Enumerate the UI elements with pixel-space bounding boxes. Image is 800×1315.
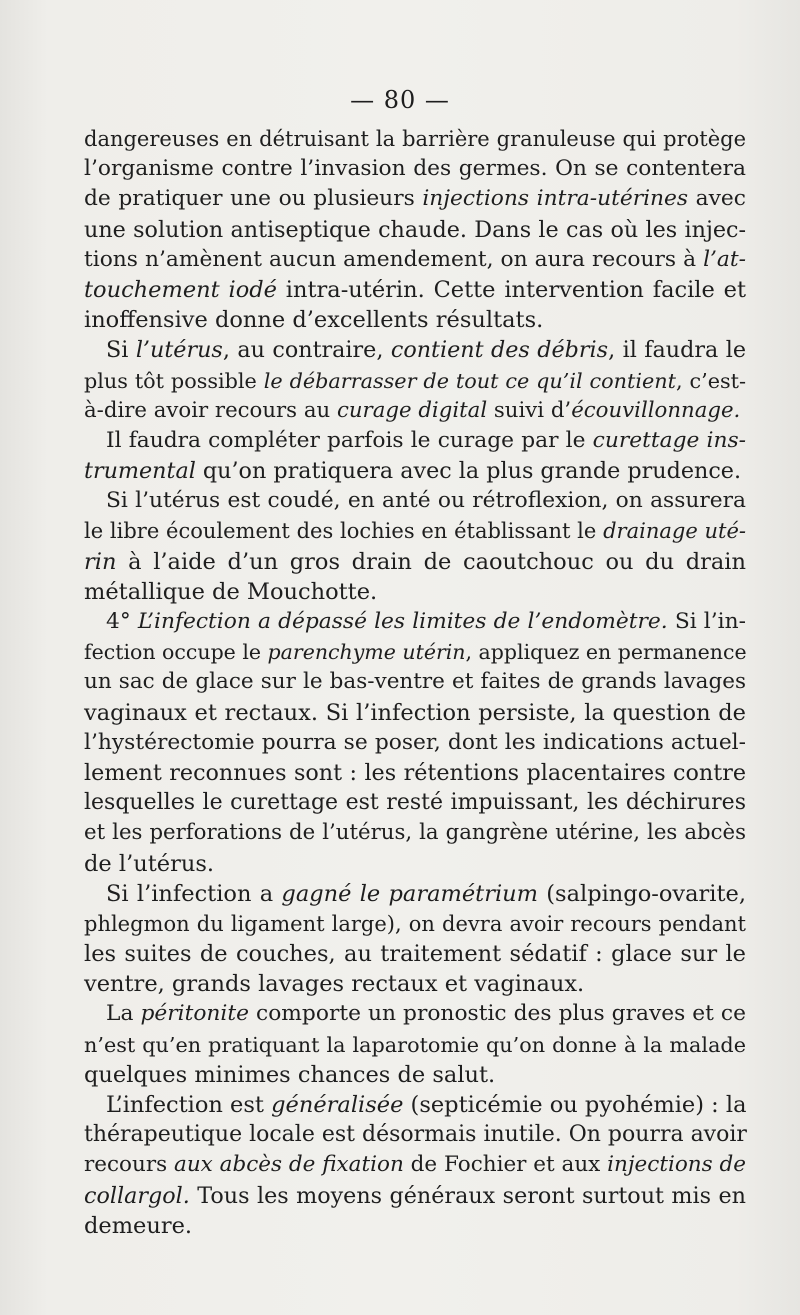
text-segment: une solution antiseptique chaude. Dans le cas où les injec- [84,216,746,243]
text-line [84,939,746,969]
text-line [84,426,746,456]
text-segment: , il faudra le [608,337,746,364]
text-segment: qu’on pratiquera avec la plus grande prudence. [195,458,742,485]
text-line [84,1150,746,1180]
text-segment: ventre, grands lavages rectaux et vaginaux. [84,971,585,998]
text-line [84,999,746,1029]
text-segment: Il faudra compléter parfois le curage par le [106,427,593,453]
text-segment: , au contraire, [222,337,391,364]
text-segment: (septicémie ou pyohémie) : la [403,1092,747,1118]
text-line [84,969,746,999]
text-segment: à-dire avoir recours au [84,397,337,423]
text-line [84,396,746,426]
text-segment: de l’utérus. [84,850,215,877]
text-line [84,637,746,667]
italic-text: parenchyme utérin [267,640,466,665]
text-segment: La [106,1001,141,1027]
text-line [84,486,746,516]
text-segment: suivi d’ [487,397,572,423]
text-segment: , appliquez en permanence [465,640,747,665]
text-segment: inoffensive donne d’excellents résultats. [84,307,544,334]
text-line [84,758,746,788]
text-line [84,305,746,335]
italic-text: généralisée [271,1092,404,1118]
text-segment: un sac de glace sur le bas-ventre et faites de grands lavages [84,669,746,695]
text-segment: avec [688,186,746,212]
text-line [84,818,746,848]
text-line [84,215,746,245]
italic-text: écouvillonnage. [571,397,741,423]
text-line [84,788,746,818]
italic-text: l’at- [703,246,746,272]
text-line [84,245,746,275]
italic-text: péritonite [140,1001,249,1027]
text-segment: n’est qu’en pratiquant la laparotomie qu’on donne à la malade [84,1032,746,1057]
text-segment: Si [106,337,136,364]
text-line [84,1030,746,1060]
italic-text: touchement iodé [84,276,277,303]
text-segment: de Fochier et aux [403,1152,608,1178]
text-line [84,879,746,909]
text-segment: 4° [106,609,138,634]
text-line [84,516,746,546]
italic-text: l’utérus [135,337,223,364]
text-line [84,1060,746,1090]
text-line [84,366,746,396]
text-segment: quelques minimes chances de salut. [84,1061,496,1088]
text-line [84,667,746,697]
text-line [84,184,746,214]
text-line [84,275,746,305]
text-line [84,335,746,365]
text-segment: fection occupe le [84,640,268,665]
italic-text: aux abcès de fixation [174,1152,404,1178]
text-segment: et les perforations de l’utérus, la gangrène utérine, les abcès [84,820,746,846]
text-segment: à l’aide d’un gros drain de caoutchouc ou du drain [116,548,746,575]
text-line [84,577,746,607]
text-segment: Tous les moyens généraux seront surtout mis en [189,1182,746,1209]
italic-text: collargol. [84,1182,190,1209]
text-line [84,456,746,486]
text-segment: (salpingo-ovarite, [537,880,746,907]
italic-text: contient des débris [390,337,609,364]
text-segment: recours [84,1152,174,1178]
text-segment: phlegmon du ligament large), on devra avoir recours pendant [84,911,746,936]
italic-text: L’infection a dépassé les limites de l’endomètre. [137,609,668,634]
italic-text: le débarrasser de tout ce qu’il contient [263,368,676,393]
text-segment: de pratiquer une ou plusieurs [84,186,423,212]
text-line [84,1090,746,1120]
text-segment: , c’est- [676,368,747,393]
text-segment: comporte un pronostic des plus graves et ce [249,1001,746,1027]
text-segment: vaginaux et rectaux. Si l’infection persiste, la question de [84,699,746,726]
page-number: — 80 — [350,86,450,114]
text-line [84,1120,746,1150]
italic-text: trumental [84,458,196,485]
text-segment: dangereuses en détruisant la barrière granuleuse qui protège [84,127,746,151]
text-segment: intra-utérin. Cette intervention facile et [276,276,746,303]
italic-text: gagné le paramétrium [281,880,538,907]
text-segment: tions n’amènent aucun amendement, on aura recours à [84,246,704,272]
text-segment: demeure. [84,1212,193,1239]
text-segment: l’hystérectomie pourra se poser, dont les indications actuel- [84,729,746,755]
text-segment: Si l’infection a [106,880,282,907]
italic-text: injections de [607,1152,747,1178]
text-segment: plus tôt possible [84,368,264,393]
italic-text: curettage ins- [592,427,747,453]
text-line [84,849,746,879]
text-line [84,1181,746,1211]
text-segment: lement reconnues sont : les rétentions placentaires contre [84,759,746,786]
italic-text: rin [84,548,117,575]
text-segment: Si l’in- [667,609,746,634]
text-segment: thérapeutique locale est désormais inutile. On pourra avoir [84,1122,747,1148]
italic-text: drainage uté- [603,519,747,544]
text-segment: le libre écoulement des lochies en établissant le [84,519,604,544]
text-line [84,698,746,728]
text-segment: métallique de Mouchotte. [84,578,378,605]
text-line [84,909,746,939]
text-segment: L’infection est [106,1092,272,1118]
text-line [84,728,746,758]
italic-text: injections intra-utérines [422,186,689,212]
italic-text: curage digital [336,397,488,423]
text-segment: lesquelles le curettage est resté impuissant, les déchirures [84,790,746,816]
text-line [84,607,746,637]
body-text [84,124,746,1241]
text-line [84,1211,746,1241]
text-segment: l’organisme contre l’invasion des germes. On se contentera [84,156,746,182]
text-line [84,547,746,577]
text-line [84,124,746,154]
text-segment: les suites de couches, au traitement sédatif : glace sur le [84,941,746,968]
text-line [84,154,746,184]
text-segment: Si l’utérus est coudé, en anté ou rétroflexion, on assurera [106,488,746,514]
